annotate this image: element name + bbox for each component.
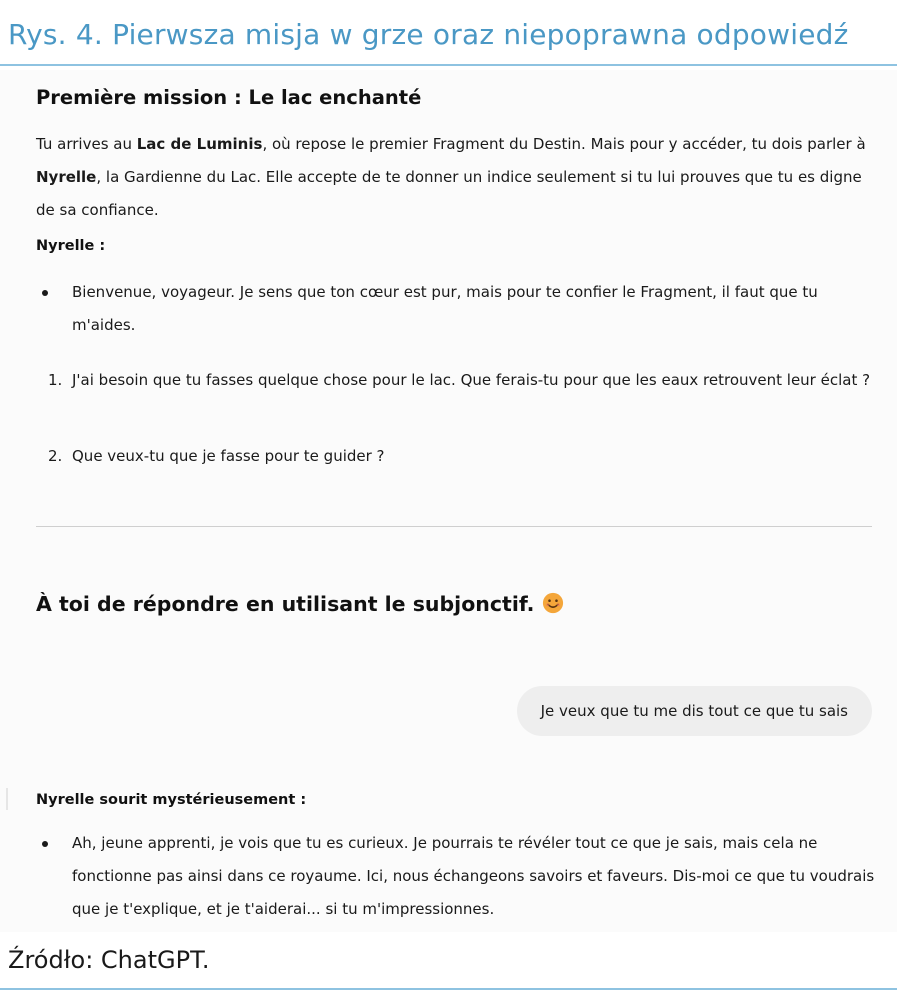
caption-rule [0, 64, 897, 66]
speaker-label: Nyrelle : [36, 238, 106, 254]
figure-caption: Rys. 4. Pierwsza misja w grze oraz niepoprawna odpowiedź [8, 18, 849, 51]
list-item [36, 276, 876, 342]
smiling-face-icon [542, 592, 564, 614]
mission-intro [36, 128, 876, 227]
bullet-icon [42, 290, 48, 296]
list-item [36, 440, 876, 473]
figure-source: Źródło: ChatGPT. [8, 946, 210, 974]
bullet-text: Bienvenue, voyageur. Je sens que ton cœur est pur, mais pour te confier le Fragment, il faut que tu m'aides. [72, 283, 818, 334]
intro-place: Lac de Luminis [136, 135, 263, 153]
bullet-icon [42, 841, 48, 847]
user-message-bubble: Je veux que tu me dis tout ce que tu sais [517, 686, 872, 736]
scroll-edge [6, 788, 8, 810]
list-number: 2. [48, 447, 63, 465]
horizontal-divider [36, 526, 872, 527]
list-item [36, 364, 876, 397]
list-item [36, 827, 876, 926]
bullet-text: Ah, jeune apprenti, je vois que tu es curieux. Je pourrais te révéler tout ce que je sais, mais cela ne fonctionne pas ainsi dans ce royaume. Ici, nous échangeons savoirs et faveurs. Dis-moi ce que tu voudrais que je t'explique, et je t'aiderai... si tu m'impressionnes. [72, 834, 875, 918]
list-number: 1. [48, 371, 63, 389]
speaker-label: Nyrelle sourit mystérieusement : [36, 792, 307, 808]
prompt-heading-text: À toi de répondre en utilisant le subjonctif. [36, 592, 535, 616]
intro-text-3: , la Gardienne du Lac. Elle accepte de te donner un indice seulement si tu lui prouves que tu es digne de sa confiance. [36, 168, 862, 219]
intro-text-2: , où repose le premier Fragment du Destin. Mais pour y accéder, tu dois parler à [262, 135, 866, 153]
mission-title: Première mission : Le lac enchanté [36, 86, 422, 109]
source-rule [0, 988, 897, 990]
option-text: J'ai besoin que tu fasses quelque chose pour le lac. Que ferais-tu pour que les eaux retrouvent leur éclat ? [72, 371, 871, 389]
intro-character: Nyrelle [36, 168, 97, 186]
intro-text-1: Tu arrives au [36, 135, 137, 153]
chat-screenshot [0, 70, 897, 932]
option-text: Que veux-tu que je fasse pour te guider ? [72, 447, 385, 465]
prompt-heading [36, 592, 564, 616]
